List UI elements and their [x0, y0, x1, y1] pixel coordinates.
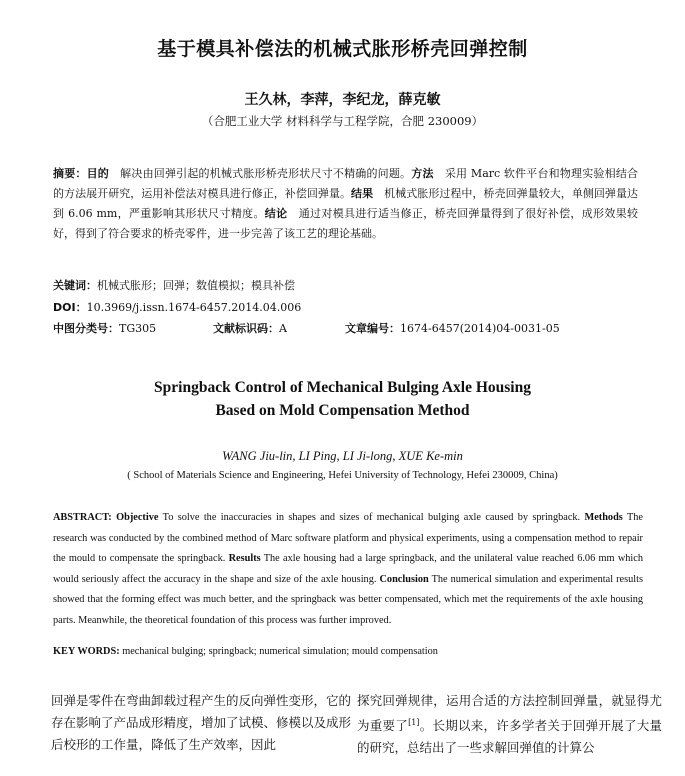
body-right-text-1: 探究回弹规律，运用合适的方法控制回弹量，就显得尤为重要了 — [357, 693, 662, 734]
english-affiliation: ( School of Materials Science and Engineering, Hefei University of Technology, Hefei 230009, China) — [127, 470, 558, 481]
chinese-title: 基于模具补偿法的机械式胀形桥壳回弹控制 — [157, 38, 528, 60]
clc-value: TG305 — [119, 322, 157, 335]
conclusion-en-label: Conclusion — [379, 573, 429, 585]
doi-value[interactable]: 10.3969/j.issn.1674-6457.2014.04.006 — [86, 301, 302, 314]
methods-en-label: Methods — [584, 512, 623, 523]
english-authors: WANG Jiu-lin, LI Ping, LI Ji-long, XUE Ke-min — [222, 449, 463, 463]
doc-code-value: A — [279, 322, 287, 335]
results-text: 机械式胀形过程中，桥壳回弹量较大，单侧回弹量达到 6.06 mm，严重影响其形状尺寸精度。 — [53, 187, 639, 220]
article-no-value: 1674-6457(2014)04-0031-05 — [400, 322, 560, 335]
keywords-label: 关键词： — [53, 279, 97, 292]
abstract-en-label: ABSTRACT: — [53, 512, 112, 523]
results-en-label: Results — [228, 553, 261, 565]
method-text: 采用 Marc 软件平台和物理实验相结合的方法展开研究，运用补偿法对模具进行修正，补偿回弹量。 — [53, 167, 639, 200]
english-title-line-2: Based on Mold Compensation Method — [215, 402, 470, 419]
reference-citation[interactable]: [1] — [408, 718, 420, 727]
conclusion-label: 结论 — [264, 207, 288, 220]
english-abstract — [53, 508, 643, 632]
body-left-column — [26, 690, 351, 756]
doi-label: DOI： — [53, 301, 87, 314]
body-left-text: 回弹是零件在弯曲卸载过程产生的反向弹性变形，它的存在影响了产品成形精度，增加了试模、修模以及成形后校形的工作量，降低了生产效率，因此 — [51, 693, 352, 752]
article-no-label: 文章编号： — [345, 322, 400, 335]
clc-label: 中图分类号： — [53, 322, 119, 335]
doi-line — [53, 298, 638, 318]
keywords-en-text: mechanical bulging; springback; numerical simulation; mould compensation — [119, 646, 438, 657]
objective-en-label: Objective — [116, 512, 159, 523]
objective-label: 目的 — [86, 167, 109, 180]
conclusion-text: 通过对模具进行适当修正，桥壳回弹量得到了很好补偿，成形效果较好，得到了符合要求的桥壳零件，进一步完善了该工艺的理论基础。 — [53, 207, 638, 240]
objective-text: 解决由回弹引起的机械式胀形桥壳形状尺寸不精确的问题。 — [108, 167, 412, 180]
conclusion-en-text: The numerical simulation and experimental results showed that the forming effect was much better, and the springback was better compensated, which met the requirements of the axle housing parts. Meanwhile, the theoretical foundation of this process was further improved. — [53, 573, 643, 626]
chinese-keywords — [53, 276, 638, 296]
doc-code-label: 文献标识码： — [213, 322, 279, 335]
chinese-abstract — [53, 164, 638, 244]
english-title-line-1: Springback Control of Mechanical Bulging Axle Housing — [154, 379, 531, 396]
methods-en-text: The research was conducted by the combined method of Marc software platform and physical experiments, using a compensation method to repair the mould to compensate the springback. — [53, 512, 643, 565]
objective-en-text: To solve the inaccuracies in shapes and sizes of mechanical bulging axle caused by springback. — [158, 512, 585, 523]
body-right-column — [357, 690, 662, 759]
abstract-label: 摘要： — [53, 167, 87, 180]
english-keywords — [53, 646, 643, 657]
chinese-affiliation: （合肥工业大学 材料科学与工程学院，合肥 230009） — [201, 114, 484, 128]
results-label: 结果 — [351, 187, 374, 200]
body-right-text-2: 。长期以来，许多学者关于回弹开展了大量的研究，总结出了一些求解回弹值的计算公 — [357, 718, 662, 756]
chinese-authors: 王久林，李萍，李纪龙，薛克敏 — [244, 92, 441, 108]
results-en-text: The axle housing had a large springback, and the unilateral value reached 6.06 mm which would seriously affect the accuracy in the shape and size of the axle housing. — [53, 553, 643, 585]
keywords-en-label: KEY WORDS: — [53, 646, 120, 657]
method-label: 方法 — [411, 167, 434, 180]
keywords-text: 机械式胀形；回弹；数值模拟；模具补偿 — [97, 279, 295, 292]
